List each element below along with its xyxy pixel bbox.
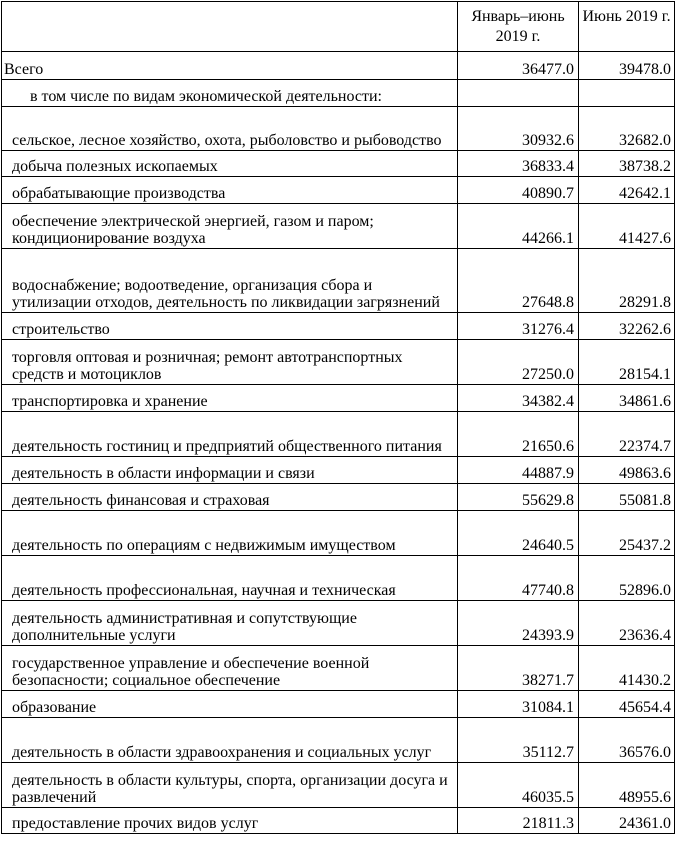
value-jan-jun: 31276.4 — [458, 313, 579, 340]
row-label: деятельность по операциям с недвижимым имуществом — [2, 511, 458, 556]
header-jan-jun-2019: Январь–июнь 2019 г. — [458, 2, 579, 52]
value-june: 24361.0 — [579, 808, 675, 834]
row-label: деятельность в области культуры, спорта, организации досуга и развлечений — [2, 763, 458, 808]
value-june: 28291.8 — [579, 249, 675, 313]
table-row — [2, 808, 675, 834]
row-label: строительство — [2, 313, 458, 340]
row-label: торговля оптовая и розничная; ремонт автотранспортных средств и мотоциклов — [2, 340, 458, 385]
value-june: 22374.7 — [579, 412, 675, 457]
row-label: государственное управление и обеспечение военной безопасности; социальное обеспечение — [2, 646, 458, 691]
value-june: 32682.0 — [579, 107, 675, 151]
row-label: в том числе по видам экономической деятельности: — [2, 80, 458, 107]
table-row — [2, 763, 675, 808]
value-june: 49863.6 — [579, 457, 675, 484]
value-june: 48955.6 — [579, 763, 675, 808]
table-row — [2, 340, 675, 385]
value-jan-jun: 36477.0 — [458, 52, 579, 80]
row-label: обеспечение электрической энергией, газом и паром; кондиционирование воздуха — [2, 204, 458, 249]
value-jan-jun: 31084.1 — [458, 691, 579, 718]
value-jan-jun: 27648.8 — [458, 249, 579, 313]
table-row — [2, 385, 675, 412]
value-jan-jun: 24640.5 — [458, 511, 579, 556]
value-jan-jun — [458, 80, 579, 107]
value-june: 41430.2 — [579, 646, 675, 691]
value-june: 36576.0 — [579, 718, 675, 763]
table-row — [2, 601, 675, 646]
value-june — [579, 80, 675, 107]
value-june: 55081.8 — [579, 484, 675, 511]
value-june: 25437.2 — [579, 511, 675, 556]
table-row — [2, 718, 675, 763]
value-jan-jun: 35112.7 — [458, 718, 579, 763]
row-label: деятельность в области информации и связи — [2, 457, 458, 484]
value-june: 42642.1 — [579, 177, 675, 204]
table-row — [2, 484, 675, 511]
table-row — [2, 249, 675, 313]
row-label: деятельность административная и сопутствующие дополнительные услуги — [2, 601, 458, 646]
value-jan-jun: 38271.7 — [458, 646, 579, 691]
header-label-cell — [2, 2, 458, 52]
table-row — [2, 457, 675, 484]
value-june: 34861.6 — [579, 385, 675, 412]
row-label: добыча полезных ископаемых — [2, 151, 458, 177]
header-june-2019: Июнь 2019 г. — [579, 2, 675, 52]
value-jan-jun: 36833.4 — [458, 151, 579, 177]
table-row — [2, 691, 675, 718]
value-jan-jun: 44266.1 — [458, 204, 579, 249]
value-june: 32262.6 — [579, 313, 675, 340]
wage-table — [1, 1, 675, 834]
value-jan-jun: 46035.5 — [458, 763, 579, 808]
value-jan-jun: 44887.9 — [458, 457, 579, 484]
row-label: деятельность финансовая и страховая — [2, 484, 458, 511]
table-row — [2, 177, 675, 204]
value-jan-jun: 40890.7 — [458, 177, 579, 204]
row-label: деятельность в области здравоохранения и социальных услуг — [2, 718, 458, 763]
value-june: 39478.0 — [579, 52, 675, 80]
table-row — [2, 151, 675, 177]
table-row — [2, 646, 675, 691]
row-label: Всего — [2, 52, 458, 80]
table-row — [2, 107, 675, 151]
row-label: образование — [2, 691, 458, 718]
table-body — [2, 52, 675, 834]
table-row — [2, 204, 675, 249]
table-row — [2, 52, 675, 80]
row-label: сельское, лесное хозяйство, охота, рыболовство и рыбоводство — [2, 107, 458, 151]
table-row — [2, 412, 675, 457]
value-june: 28154.1 — [579, 340, 675, 385]
value-june: 23636.4 — [579, 601, 675, 646]
table-row — [2, 80, 675, 107]
value-june: 52896.0 — [579, 556, 675, 601]
row-label: транспортировка и хранение — [2, 385, 458, 412]
document-page — [0, 1, 675, 867]
row-label: водоснабжение; водоотведение, организация сбора и утилизации отходов, деятельность по ликвидации загрязнений — [2, 249, 458, 313]
value-jan-jun: 30932.6 — [458, 107, 579, 151]
value-jan-jun: 47740.8 — [458, 556, 579, 601]
value-june: 38738.2 — [579, 151, 675, 177]
value-june: 45654.4 — [579, 691, 675, 718]
value-jan-jun: 21650.6 — [458, 412, 579, 457]
value-jan-jun: 27250.0 — [458, 340, 579, 385]
value-jan-jun: 34382.4 — [458, 385, 579, 412]
table-row — [2, 556, 675, 601]
row-label: обрабатывающие производства — [2, 177, 458, 204]
row-label: деятельность гостиниц и предприятий общественного питания — [2, 412, 458, 457]
table-row — [2, 511, 675, 556]
value-jan-jun: 21811.3 — [458, 808, 579, 834]
value-jan-jun: 55629.8 — [458, 484, 579, 511]
table-header-row — [2, 2, 675, 52]
row-label: деятельность профессиональная, научная и техническая — [2, 556, 458, 601]
row-label: предоставление прочих видов услуг — [2, 808, 458, 834]
value-june: 41427.6 — [579, 204, 675, 249]
table-row — [2, 313, 675, 340]
value-jan-jun: 24393.9 — [458, 601, 579, 646]
